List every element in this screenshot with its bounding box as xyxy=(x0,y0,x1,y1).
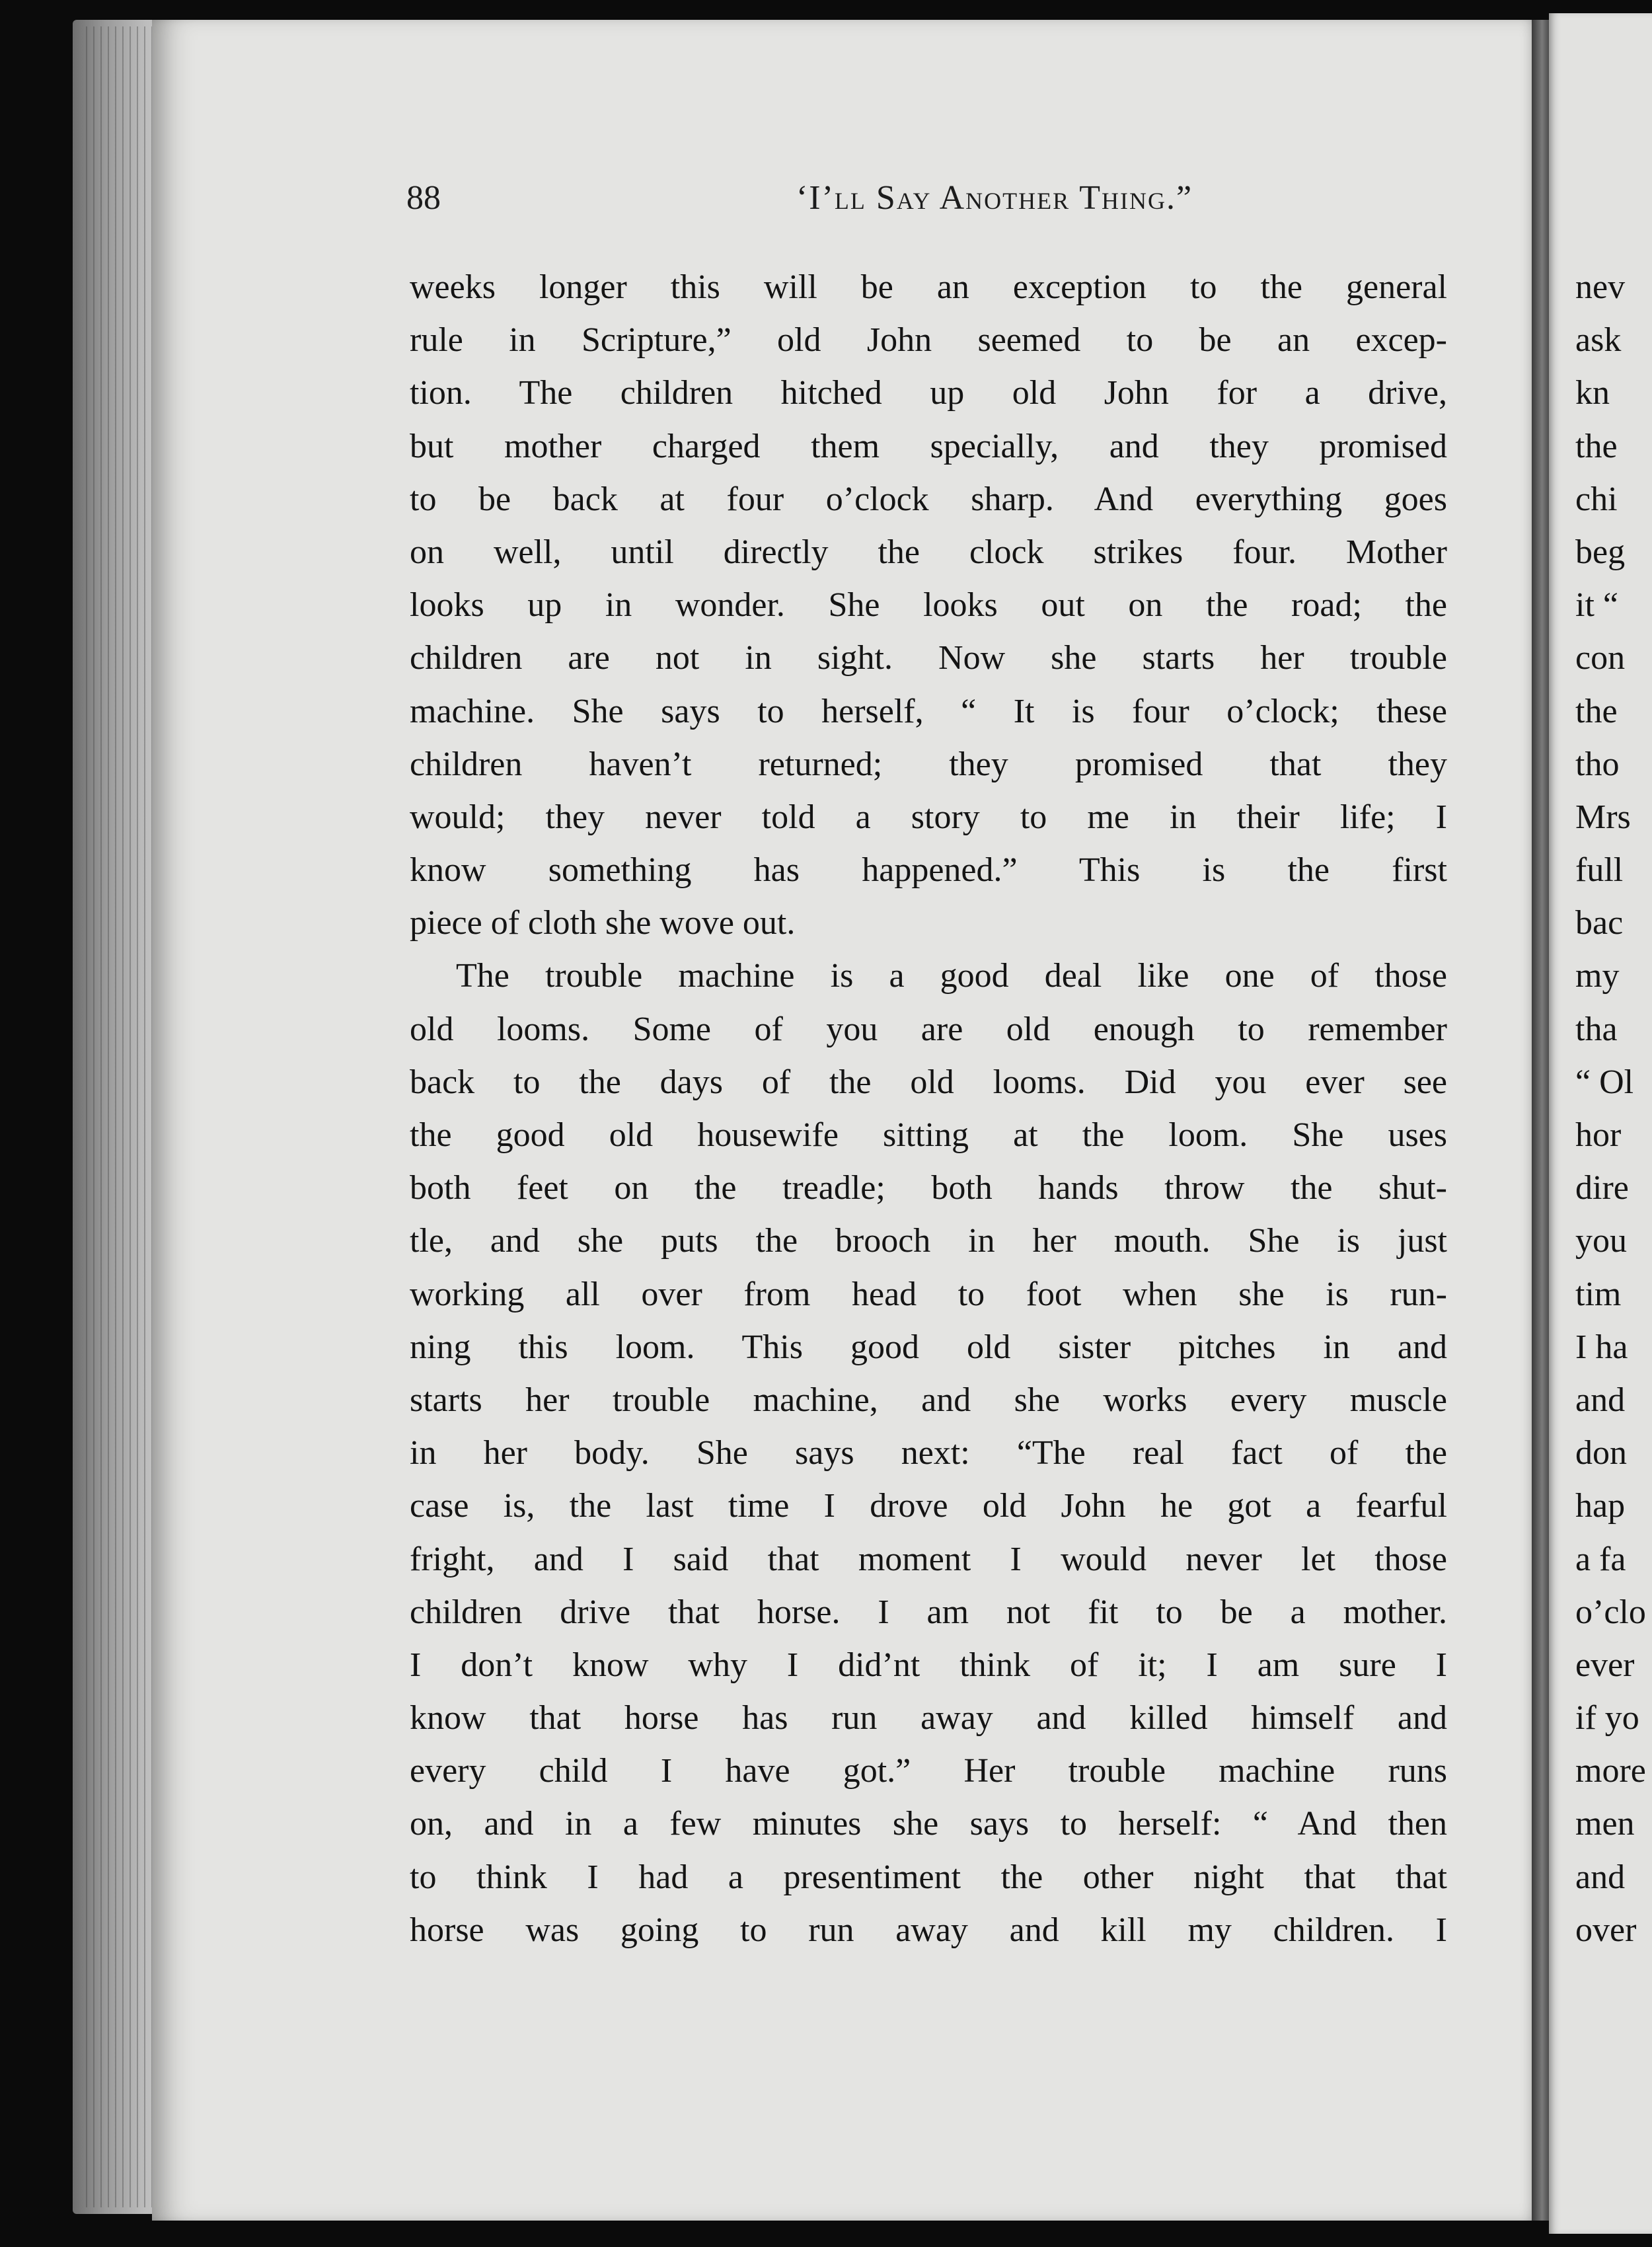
text-line: The trouble machine is a good deal like one of those xyxy=(456,957,1447,995)
facing-text-fragment: my xyxy=(1575,957,1620,995)
facing-text-fragment: it “ xyxy=(1575,586,1618,625)
facing-text-fragment: con xyxy=(1575,639,1626,677)
text-line: tle, and she puts the brooch in her mouth. She is just xyxy=(410,1222,1447,1260)
text-line: on, and in a few minutes she says to herself: “ And then xyxy=(410,1805,1447,1843)
facing-text-fragment: ever xyxy=(1575,1646,1635,1684)
facing-text-fragment: kn xyxy=(1575,374,1610,412)
text-line: working all over from head to foot when she is run- xyxy=(410,1275,1447,1313)
facing-text-fragment: o’clo xyxy=(1575,1593,1646,1631)
facing-text-fragment: a fa xyxy=(1575,1540,1626,1578)
text-line: machine. She says to herself, “ It is four o’clock; these xyxy=(410,692,1447,730)
facing-page-text xyxy=(1575,261,1652,1957)
text-line: old looms. Some of you are old enough to remember xyxy=(410,1010,1447,1048)
text-line: looks up in wonder. She looks out on the road; the xyxy=(410,586,1447,625)
facing-text-fragment: and xyxy=(1575,1381,1626,1419)
facing-text-fragment: ask xyxy=(1575,321,1622,360)
page-number: 88 xyxy=(406,179,441,217)
facing-text-fragment: and xyxy=(1575,1858,1626,1896)
facing-text-fragment: nev xyxy=(1575,268,1626,306)
facing-text-fragment: you xyxy=(1575,1222,1627,1260)
text-line: ning this loom. This good old sister pitches in and xyxy=(410,1328,1447,1366)
facing-text-fragment: tim xyxy=(1575,1275,1622,1313)
text-line: to be back at four o’clock sharp. And everything goes xyxy=(410,480,1447,518)
facing-text-fragment: if yo xyxy=(1575,1699,1639,1737)
facing-text-fragment: hap xyxy=(1575,1487,1626,1525)
book-gutter xyxy=(1532,20,1549,2221)
text-line: the good old housewife sitting at the loom. She uses xyxy=(410,1116,1447,1154)
text-line: weeks longer this will be an exception to the general xyxy=(410,268,1447,306)
text-line: but mother charged them specially, and they promised xyxy=(410,427,1447,465)
page-header-title: ‘I’ll Say Another Thing.” xyxy=(796,179,1193,217)
facing-text-fragment: the xyxy=(1575,427,1618,465)
running-head xyxy=(406,178,1470,225)
facing-text-fragment: I ha xyxy=(1575,1328,1628,1366)
text-line: on well, until directly the clock strikes four. Mother xyxy=(410,533,1447,571)
text-line: children are not in sight. Now she starts her trouble xyxy=(410,639,1447,677)
facing-text-fragment: over xyxy=(1575,1911,1637,1949)
text-line: tion. The children hitched up old John for a drive, xyxy=(410,374,1447,412)
text-line: every child I have got.” Her trouble machine runs xyxy=(410,1752,1447,1790)
facing-text-fragment: Mrs xyxy=(1575,798,1631,836)
facing-text-fragment: chi xyxy=(1575,480,1618,518)
text-line: I don’t know why I did’nt think of it; I am sure I xyxy=(410,1646,1447,1684)
text-line: horse was going to run away and kill my children. I xyxy=(410,1911,1447,1949)
facing-text-fragment: the xyxy=(1575,692,1618,730)
text-line: in her body. She says next: “The real fact of the xyxy=(410,1434,1447,1472)
facing-text-fragment: men xyxy=(1575,1805,1635,1843)
text-line: know that horse has run away and killed himself and xyxy=(410,1699,1447,1737)
facing-text-fragment: dire xyxy=(1575,1169,1629,1207)
text-line: children drive that horse. I am not fit to be a mother. xyxy=(410,1593,1447,1631)
facing-text-fragment: more xyxy=(1575,1752,1646,1790)
text-line: both feet on the treadle; both hands throw the shut- xyxy=(410,1169,1447,1207)
facing-text-fragment: tho xyxy=(1575,745,1620,783)
facing-text-fragment: tha xyxy=(1575,1010,1618,1048)
text-line: rule in Scripture,” old John seemed to be an excep- xyxy=(410,321,1447,360)
facing-text-fragment: full xyxy=(1575,851,1624,890)
text-line: back to the days of the old looms. Did you ever see xyxy=(410,1063,1447,1101)
text-line: would; they never told a story to me in their life; I xyxy=(410,798,1447,836)
text-line: know something has happened.” This is the first xyxy=(410,851,1447,890)
text-line: children haven’t returned; they promised that they xyxy=(410,745,1447,783)
facing-text-fragment: bac xyxy=(1575,904,1624,942)
body-text xyxy=(410,261,1447,1957)
text-line: case is, the last time I drove old John he got a fearful xyxy=(410,1487,1447,1525)
facing-text-fragment: hor xyxy=(1575,1116,1622,1154)
facing-text-fragment: don xyxy=(1575,1434,1627,1472)
text-line: piece of cloth she wove out. xyxy=(410,904,796,942)
text-line: starts her trouble machine, and she works every muscle xyxy=(410,1381,1447,1419)
facing-text-fragment: beg xyxy=(1575,533,1626,571)
text-line: to think I had a presentiment the other night that that xyxy=(410,1858,1447,1896)
facing-text-fragment: “ Ol xyxy=(1575,1063,1634,1101)
text-line: fright, and I said that moment I would never let those xyxy=(410,1540,1447,1578)
